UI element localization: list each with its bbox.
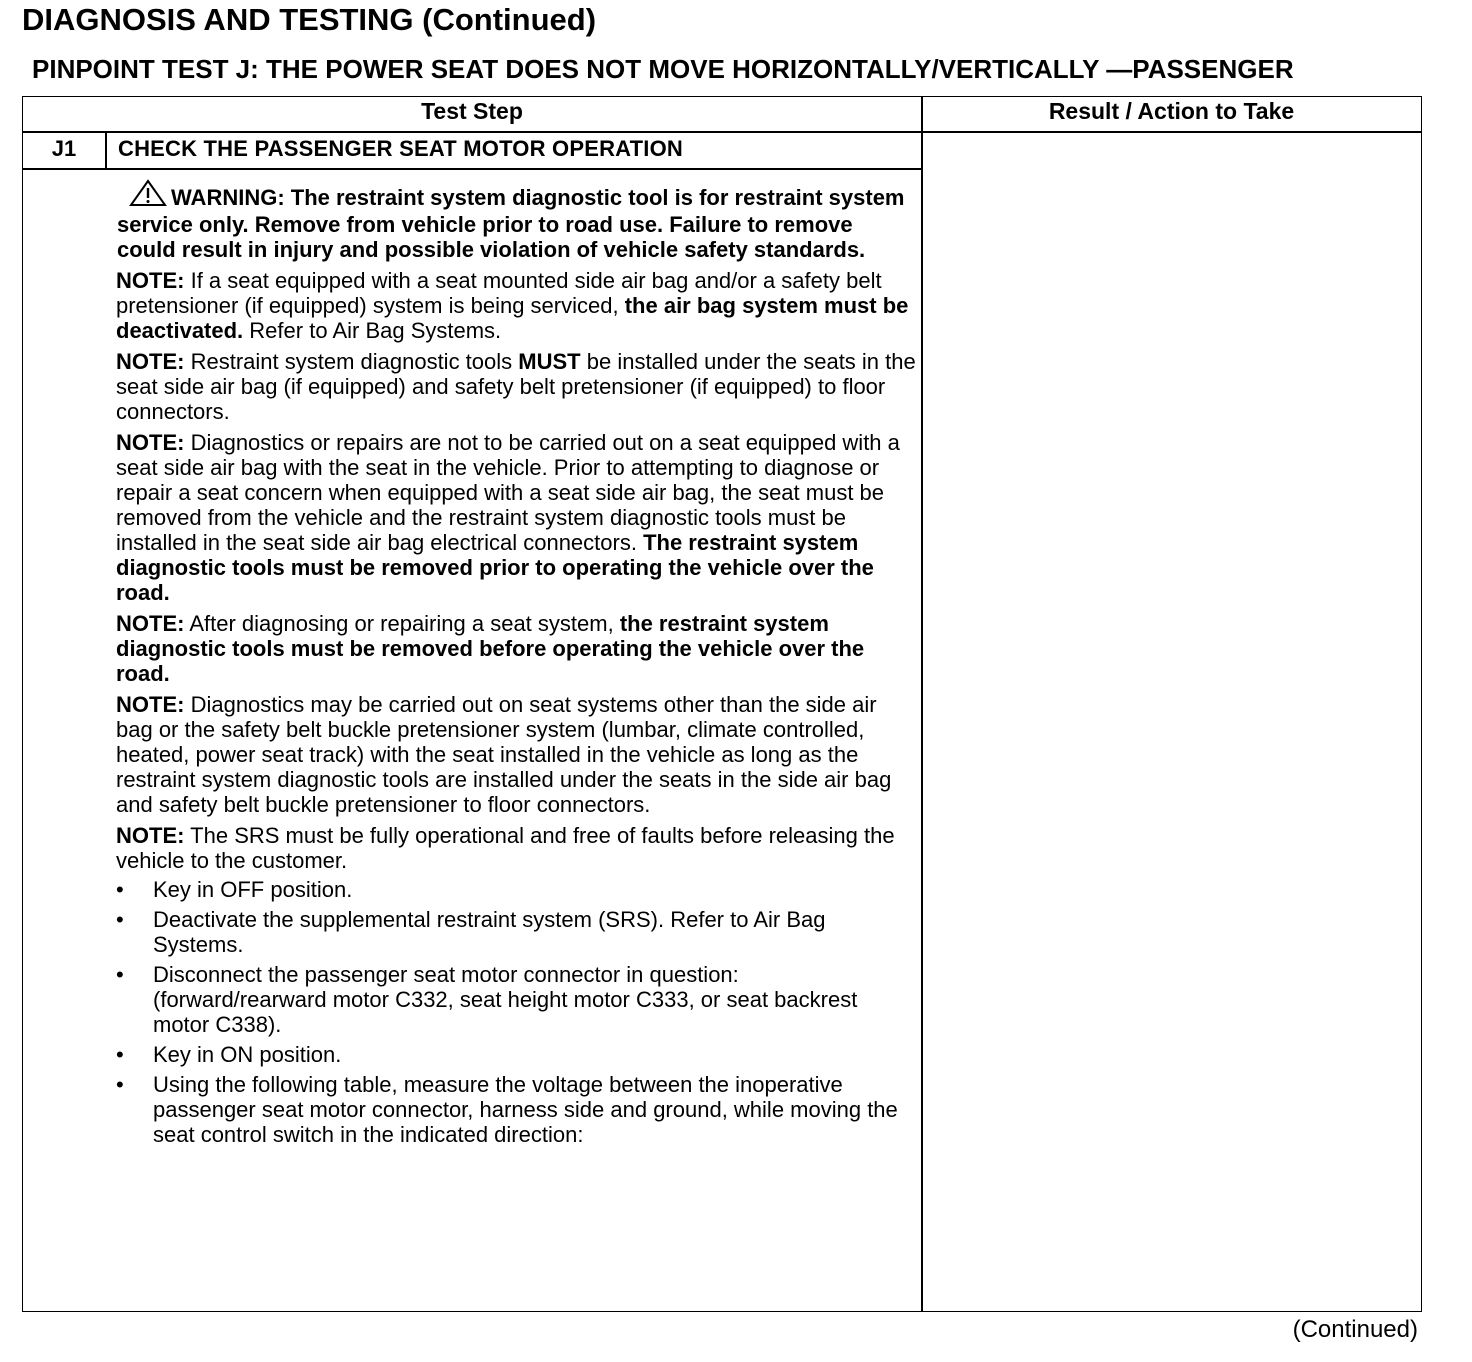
note-2 <box>116 349 916 424</box>
note-label: NOTE: <box>116 692 185 717</box>
note-3 <box>116 430 916 605</box>
note-5 <box>116 692 916 817</box>
list-item <box>116 1072 916 1147</box>
note-5-text: Diagnostics may be carried out on seat systems other than the side air bag or the safety belt buckle pretensioner system (lumbar, climate controlled, heated, power seat track) with the seat installed in the vehicle as long as the restraint system diagnostic tools are installed under the seats in the side air bag and safety belt buckle pretensioner to floor connectors. <box>116 692 892 817</box>
column-header-test-step: Test Step <box>421 98 523 124</box>
warning-block <box>117 179 916 262</box>
bullet: • <box>116 877 124 902</box>
list-item <box>116 877 916 902</box>
list-item-text: Deactivate the supplemental restraint system (SRS). Refer to Air Bag Systems. <box>153 907 826 957</box>
column-divider <box>921 97 923 1311</box>
header-divider <box>23 131 1421 133</box>
warning-text: WARNING: The restraint system diagnostic tool is for restraint system service only. Remove from vehicle prior to road use. Failure to remove could result in injury and possible violation of vehicle safety standards. <box>117 185 905 262</box>
note-label: NOTE: <box>116 268 185 293</box>
bullet: • <box>116 1072 124 1097</box>
warning-triangle-icon <box>129 179 167 212</box>
note-6 <box>116 823 916 873</box>
note-4-text: After diagnosing or repairing a seat system, <box>189 611 614 636</box>
note-1-reference: Refer to Air Bag Systems. <box>249 318 502 343</box>
note-2-text: Restraint system diagnostic tools <box>190 349 513 374</box>
list-item-text: Key in OFF position. <box>153 877 353 902</box>
bullet: • <box>116 907 124 932</box>
note-label: NOTE: <box>116 823 185 848</box>
list-item-text: Key in ON position. <box>153 1042 342 1067</box>
list-item <box>116 962 916 1037</box>
procedure-list <box>116 877 916 1147</box>
step-id-divider <box>105 131 107 169</box>
note-1-text: If a seat equipped with a seat mounted side air bag and/or a safety belt pretensioner (if equipped) system is being serviced, <box>116 268 882 318</box>
bullet: • <box>116 1042 124 1067</box>
pinpoint-test-title: PINPOINT TEST J: THE POWER SEAT DOES NOT MOVE HORIZONTALLY/VERTICALLY —PASSENGER <box>32 54 1294 84</box>
step-title-divider <box>23 168 922 170</box>
note-label: NOTE: <box>116 349 185 374</box>
note-2-emphasis: MUST <box>518 349 581 374</box>
column-header-result: Result / Action to Take <box>1048 98 1295 124</box>
note-6-text: The SRS must be fully operational and free of faults before releasing the vehicle to the customer. <box>116 823 895 873</box>
bullet: • <box>116 962 124 987</box>
note-4 <box>116 611 916 686</box>
note-label: NOTE: <box>116 611 185 636</box>
step-content <box>116 179 916 1152</box>
list-item <box>116 1042 916 1067</box>
list-item-text: Using the following table, measure the voltage between the inoperative passenger seat motor connector, harness side and ground, while moving the seat control switch in the indicated direction: <box>153 1072 898 1147</box>
continued-label: (Continued) <box>1292 1316 1418 1343</box>
page-title: DIAGNOSIS AND TESTING (Continued) <box>22 2 597 37</box>
note-1 <box>116 268 916 343</box>
step-title: CHECK THE PASSENGER SEAT MOTOR OPERATION <box>118 136 683 161</box>
pinpoint-test-table <box>22 96 1422 1312</box>
note-4-emphasis: the restraint system diagnostic tools must be removed before operating the vehicle over the road. <box>116 611 865 686</box>
note-label: NOTE: <box>116 430 185 455</box>
list-item-text: Disconnect the passenger seat motor connector in question: (forward/rearward motor C332, seat height motor C333, or seat backrest motor C338). <box>153 962 858 1037</box>
step-id: J1 <box>51 136 77 161</box>
note-1-emphasis: the air bag system must be deactivated. <box>116 293 909 343</box>
note-3-emphasis: The restraint system diagnostic tools must be removed prior to operating the vehicle over the road. <box>116 530 874 605</box>
note-3-text: Diagnostics or repairs are not to be carried out on a seat equipped with a seat side air bag with the seat in the vehicle. Prior to attempting to diagnose or repair a seat concern when equipped with a seat side air bag, the seat must be removed from the vehicle and the restraint system diagnostic tools must be installed in the seat side air bag electrical connectors. <box>116 430 900 555</box>
note-2-text-end: be installed under the seats in the seat side air bag (if equipped) and safety belt pretensioner (if equipped) to floor connectors. <box>116 349 916 424</box>
list-item <box>116 907 916 957</box>
